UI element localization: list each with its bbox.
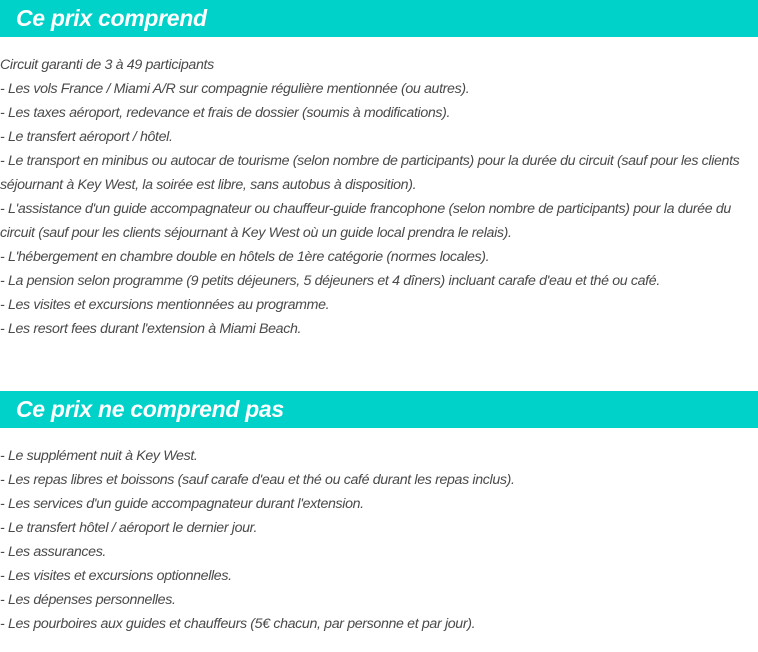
included-section-header xyxy=(0,0,758,37)
included-item: - Le transfert aéroport / hôtel. xyxy=(0,129,173,145)
excluded-item: - Les visites et excursions optionnelles. xyxy=(0,568,232,584)
included-item: - Les taxes aéroport, redevance et frais de dossier (soumis à modifications). xyxy=(0,105,451,121)
excluded-item: - Le supplément nuit à Key West. xyxy=(0,448,198,464)
included-item: - L'hébergement en chambre double en hôtels de 1ère catégorie (normes locales). xyxy=(0,249,490,265)
included-section-title: Ce prix comprend xyxy=(16,5,207,31)
excluded-item: - Les repas libres et boissons (sauf carafe d'eau et thé ou café durant les repas inclus). xyxy=(0,472,515,488)
excluded-item: - Le transfert hôtel / aéroport le dernier jour. xyxy=(0,520,258,536)
included-item: - Le transport en minibus ou autocar de tourisme (selon nombre de participants) pour la durée du circuit (sauf pour les clients séjournant à Key West, la soirée est libre, sans autobus à disposition). xyxy=(0,153,740,193)
included-items-list xyxy=(0,53,758,341)
included-item: - Les resort fees durant l'extension à Miami Beach. xyxy=(0,321,302,337)
excluded-items-list xyxy=(0,444,758,636)
included-item: - La pension selon programme (9 petits déjeuners, 5 déjeuners et 4 dîners) incluant carafe d'eau et thé ou café. xyxy=(0,273,660,289)
excluded-section-header xyxy=(0,391,758,428)
excluded-item: - Les pourboires aux guides et chauffeurs (5€ chacun, par personne et par jour). xyxy=(0,616,476,632)
excluded-item: - Les assurances. xyxy=(0,544,107,560)
excluded-item: - Les dépenses personnelles. xyxy=(0,592,176,608)
excluded-section-title: Ce prix ne comprend pas xyxy=(16,396,284,422)
included-item: Circuit garanti de 3 à 49 participants xyxy=(0,57,214,73)
included-item: - Les vols France / Miami A/R sur compagnie régulière mentionnée (ou autres). xyxy=(0,81,470,97)
included-item: - L'assistance d'un guide accompagnateur ou chauffeur-guide francophone (selon nombre de participants) pour la durée du circuit (sauf pour les clients séjournant à Key West où un guide local prendra le relais). xyxy=(0,201,731,241)
included-item: - Les visites et excursions mentionnées au programme. xyxy=(0,297,330,313)
excluded-item: - Les services d'un guide accompagnateur durant l'extension. xyxy=(0,496,364,512)
